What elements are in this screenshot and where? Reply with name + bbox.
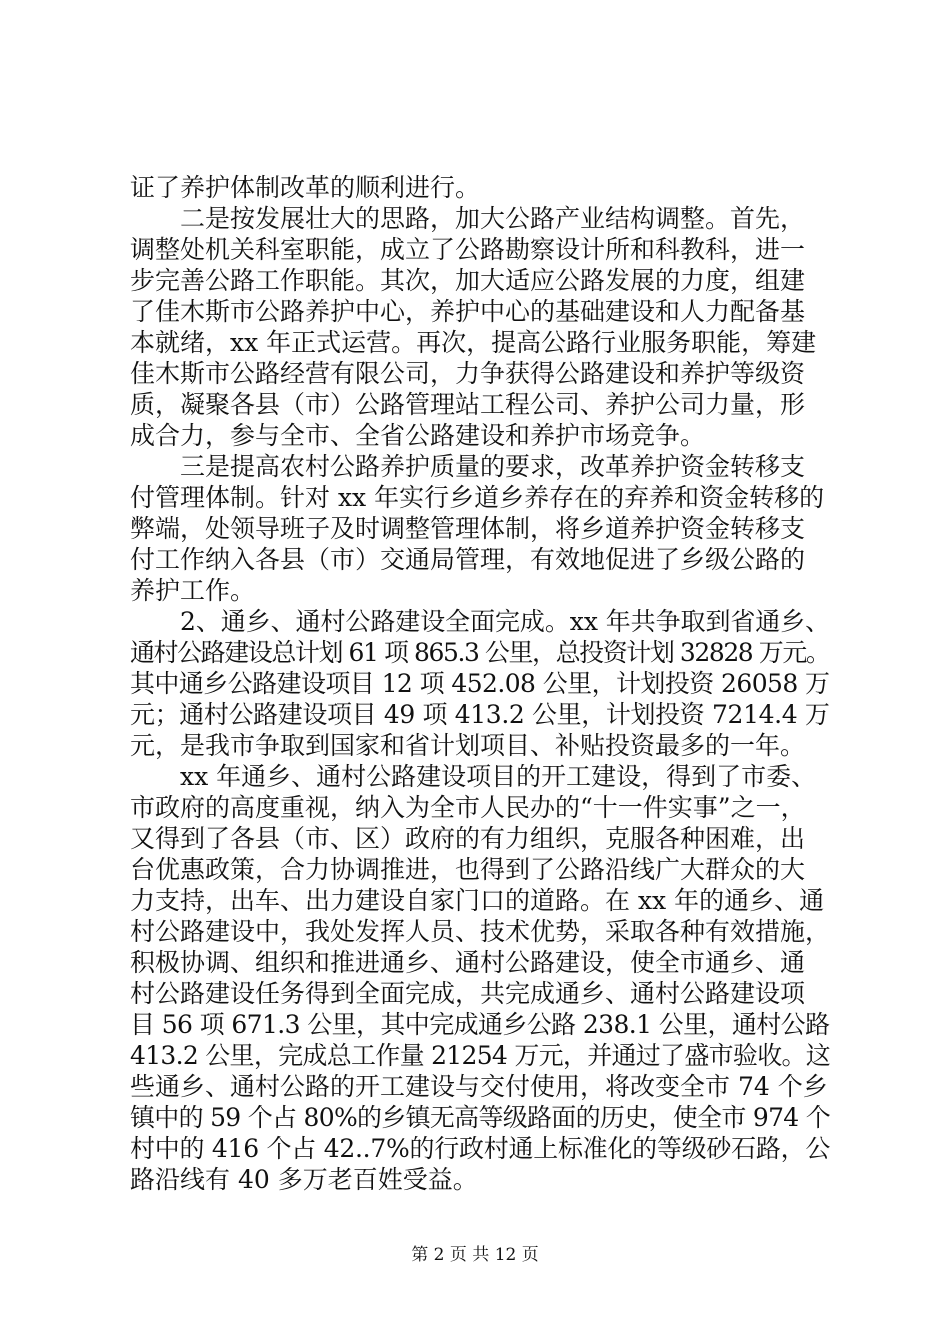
text-line: 成合力，参与全市、全省公路建设和养护市场竞争。 (130, 421, 706, 450)
text-line: 路沿线有 40 多万老百姓受益。 (130, 1165, 478, 1194)
text-line: 证了养护体制改革的顺利进行。 (130, 173, 481, 202)
text-line: 元；通村公路建设项目 49 项 413.2 公里，计划投资 7214.4 万 (130, 700, 830, 729)
text-line: 本就绪，xx 年正式运营。再次，提高公路行业服务职能，筹建 (130, 328, 817, 357)
text-line: 付管理体制。针对 xx 年实行乡道乡养存在的弃养和资金转移的 (130, 483, 825, 512)
text-line: 了佳木斯市公路养护中心，养护中心的基础建设和人力配备基 (130, 297, 806, 326)
text-line: 413.2 公里，完成总工作量 21254 万元，并通过了盛市验收。这 (130, 1041, 831, 1070)
text-line: 质，凝聚各县（市）公路管理站工程公司、养护公司力量，形 (130, 390, 806, 419)
text-line: 通村公路建设总计划 61 项 865.3 公里，总投资计划 32828 万元。 (130, 638, 830, 667)
text-line: 三是提高农村公路养护质量的要求，改革养护资金转移支 (180, 452, 806, 481)
text-line: 镇中的 59 个占 80%的乡镇无高等级路面的历史，使全市 974 个 (130, 1103, 830, 1132)
text-line: 目 56 项 671.3 公里，其中完成通乡公路 238.1 公里，通村公路 (130, 1010, 830, 1039)
text-line: 积极协调、组织和推进通乡、通村公路建设，使全市通乡、通 (130, 948, 806, 977)
text-line: 力支持，出车、出力建设自家门口的道路。在 xx 年的通乡、通 (130, 886, 825, 915)
text-line: 步完善公路工作职能。其次，加大适应公路发展的力度，组建 (130, 266, 806, 295)
text-line: xx 年通乡、通村公路建设项目的开工建设，得到了市委、 (180, 762, 817, 791)
text-line: 村公路建设任务得到全面完成，共完成通乡、通村公路建设项 (130, 979, 806, 1008)
text-line: 元，是我市争取到国家和省计划项目、补贴投资最多的一年。 (130, 731, 806, 760)
text-line: 台优惠政策，合力协调推进，也得到了公路沿线广大群众的大 (130, 855, 806, 884)
text-line: 又得到了各县（市、区）政府的有力组织，克服各种困难，出 (130, 824, 806, 853)
text-line: 养护工作。 (130, 576, 256, 605)
text-line: 付工作纳入各县（市）交通局管理，有效地促进了乡级公路的 (130, 545, 806, 574)
page-footer: 第 2 页 共 12 页 (411, 1245, 539, 1265)
text-line: 2、通乡、通村公路建设全面完成。xx 年共争取到省通乡、 (180, 607, 831, 636)
text-line: 调整处机关科室职能，成立了公路勘察设计所和科教科，进一 (130, 235, 806, 264)
text-line: 村中的 416 个占 42..7%的行政村通上标准化的等级砂石路，公 (130, 1134, 831, 1163)
text-line: 市政府的高度重视，纳入为全市人民办的“十一件实事”之一， (130, 793, 806, 822)
text-line: 佳木斯市公路经营有限公司，力争获得公路建设和养护等级资 (130, 359, 806, 388)
document-body (130, 172, 830, 1195)
text-line: 些通乡、通村公路的开工建设与交付使用，将改变全市 74 个乡 (130, 1072, 828, 1101)
text-line: 其中通乡公路建设项目 12 项 452.08 公里，计划投资 26058 万 (130, 669, 830, 698)
text-line: 二是按发展壮大的思路，加大公路产业结构调整。首先， (180, 204, 806, 233)
text-line: 村公路建设中，我处发挥人员、技术优势，采取各种有效措施， (130, 917, 831, 946)
text-line: 弊端，处领导班子及时调整管理体制，将乡道养护资金转移支 (130, 514, 806, 543)
